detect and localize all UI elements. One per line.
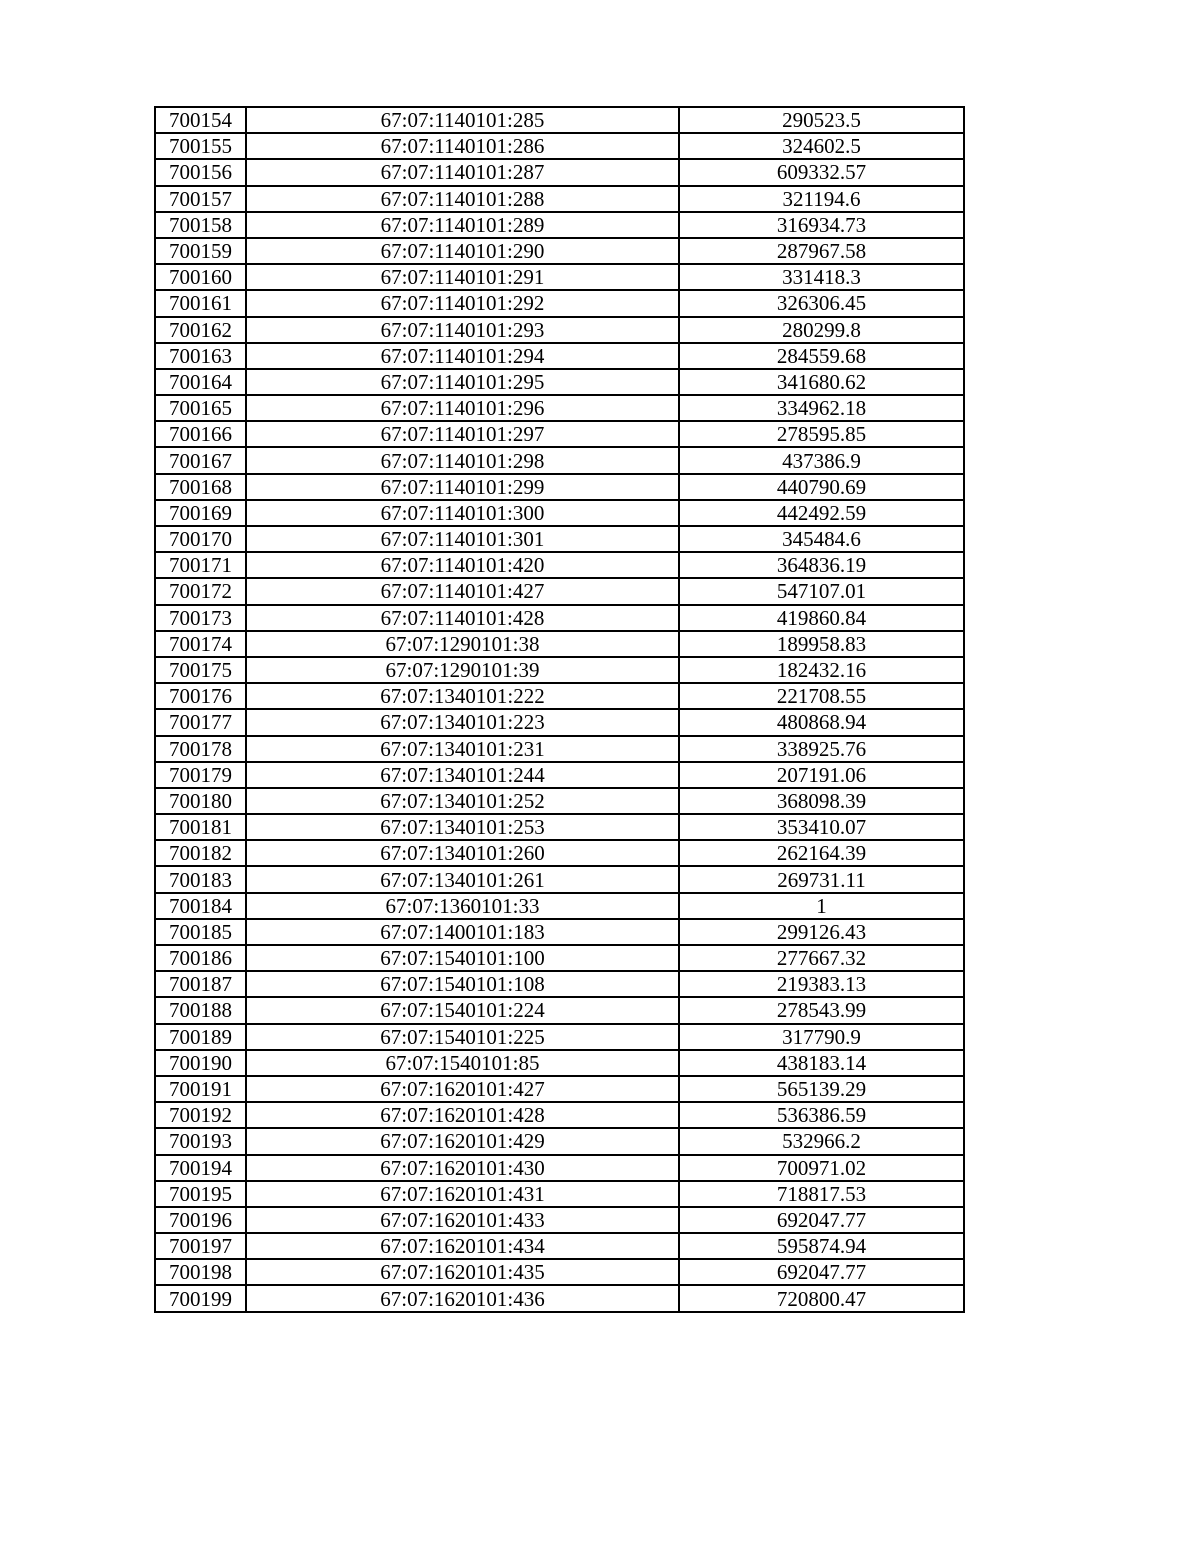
cadastral-value-cell: 189958.83	[679, 631, 964, 657]
cadastral-number-cell: 67:07:1140101:289	[246, 212, 679, 238]
table-row	[155, 212, 964, 238]
table-row	[155, 736, 964, 762]
row-number-cell: 700166	[155, 421, 246, 447]
cadastral-number-cell: 67:07:1140101:298	[246, 447, 679, 473]
row-number-cell: 700192	[155, 1102, 246, 1128]
cadastral-number-cell: 67:07:1140101:296	[246, 395, 679, 421]
cadastral-value-cell: 364836.19	[679, 552, 964, 578]
table-row	[155, 238, 964, 264]
cadastral-value-cell: 547107.01	[679, 578, 964, 604]
cadastral-number-cell: 67:07:1140101:294	[246, 343, 679, 369]
table-row	[155, 997, 964, 1023]
cadastral-value-cell: 609332.57	[679, 159, 964, 185]
cadastral-value-cell: 440790.69	[679, 474, 964, 500]
table-row	[155, 866, 964, 892]
cadastral-value-cell: 334962.18	[679, 395, 964, 421]
row-number-cell: 700187	[155, 971, 246, 997]
row-number-cell: 700161	[155, 290, 246, 316]
row-number-cell: 700168	[155, 474, 246, 500]
row-number-cell: 700175	[155, 657, 246, 683]
row-number-cell: 700181	[155, 814, 246, 840]
cadastral-value-cell: 324602.5	[679, 133, 964, 159]
table-row	[155, 709, 964, 735]
cadastral-number-cell: 67:07:1540101:85	[246, 1050, 679, 1076]
row-number-cell: 700185	[155, 919, 246, 945]
table-row	[155, 840, 964, 866]
table-row	[155, 578, 964, 604]
cadastral-value-cell: 419860.84	[679, 605, 964, 631]
row-number-cell: 700195	[155, 1181, 246, 1207]
row-number-cell: 700188	[155, 997, 246, 1023]
cadastral-number-cell: 67:07:1400101:183	[246, 919, 679, 945]
cadastral-number-cell: 67:07:1140101:428	[246, 605, 679, 631]
cadastral-value-cell: 278543.99	[679, 997, 964, 1023]
table-row	[155, 159, 964, 185]
cadastral-number-cell: 67:07:1290101:38	[246, 631, 679, 657]
row-number-cell: 700182	[155, 840, 246, 866]
table-row	[155, 133, 964, 159]
table-row	[155, 971, 964, 997]
cadastral-value-cell: 290523.5	[679, 107, 964, 133]
row-number-cell: 700199	[155, 1285, 246, 1311]
cadastral-value-cell: 299126.43	[679, 919, 964, 945]
cadastral-number-cell: 67:07:1340101:223	[246, 709, 679, 735]
row-number-cell: 700169	[155, 500, 246, 526]
cadastral-value-cell: 277667.32	[679, 945, 964, 971]
table-row	[155, 290, 964, 316]
table-row	[155, 1181, 964, 1207]
table-row	[155, 1207, 964, 1233]
cadastral-number-cell: 67:07:1140101:288	[246, 186, 679, 212]
cadastral-value-cell: 207191.06	[679, 762, 964, 788]
row-number-cell: 700186	[155, 945, 246, 971]
table-row	[155, 317, 964, 343]
table-row	[155, 1259, 964, 1285]
cadastral-number-cell: 67:07:1540101:108	[246, 971, 679, 997]
table-row	[155, 945, 964, 971]
row-number-cell: 700163	[155, 343, 246, 369]
cadastral-number-cell: 67:07:1360101:33	[246, 893, 679, 919]
row-number-cell: 700158	[155, 212, 246, 238]
cadastral-number-cell: 67:07:1540101:225	[246, 1024, 679, 1050]
row-number-cell: 700155	[155, 133, 246, 159]
cadastral-value-cell: 221708.55	[679, 683, 964, 709]
cadastral-value-cell: 1	[679, 893, 964, 919]
table-row	[155, 264, 964, 290]
cadastral-value-cell: 331418.3	[679, 264, 964, 290]
cadastral-number-cell: 67:07:1620101:433	[246, 1207, 679, 1233]
cadastral-number-cell: 67:07:1140101:293	[246, 317, 679, 343]
cadastral-value-cell: 284559.68	[679, 343, 964, 369]
table-row	[155, 788, 964, 814]
table-row	[155, 395, 964, 421]
cadastral-number-cell: 67:07:1620101:435	[246, 1259, 679, 1285]
cadastral-number-cell: 67:07:1140101:297	[246, 421, 679, 447]
cadastral-value-cell: 718817.53	[679, 1181, 964, 1207]
table-row	[155, 1050, 964, 1076]
table-row	[155, 186, 964, 212]
table-row	[155, 343, 964, 369]
table-row	[155, 683, 964, 709]
row-number-cell: 700197	[155, 1233, 246, 1259]
cadastral-value-cell: 692047.77	[679, 1207, 964, 1233]
row-number-cell: 700156	[155, 159, 246, 185]
cadastral-number-cell: 67:07:1140101:292	[246, 290, 679, 316]
row-number-cell: 700167	[155, 447, 246, 473]
cadastral-value-cell: 317790.9	[679, 1024, 964, 1050]
table-row	[155, 1102, 964, 1128]
row-number-cell: 700179	[155, 762, 246, 788]
cadastral-number-cell: 67:07:1140101:295	[246, 369, 679, 395]
cadastral-number-cell: 67:07:1140101:427	[246, 578, 679, 604]
cadastral-value-cell: 278595.85	[679, 421, 964, 447]
cadastral-value-cell: 341680.62	[679, 369, 964, 395]
cadastral-value-cell: 182432.16	[679, 657, 964, 683]
row-number-cell: 700154	[155, 107, 246, 133]
table-row	[155, 369, 964, 395]
cadastral-value-cell: 692047.77	[679, 1259, 964, 1285]
row-number-cell: 700176	[155, 683, 246, 709]
cadastral-number-cell: 67:07:1540101:224	[246, 997, 679, 1023]
cadastral-number-cell: 67:07:1340101:244	[246, 762, 679, 788]
row-number-cell: 700159	[155, 238, 246, 264]
cadastral-value-cell: 595874.94	[679, 1233, 964, 1259]
row-number-cell: 700193	[155, 1128, 246, 1154]
row-number-cell: 700198	[155, 1259, 246, 1285]
cadastral-value-cell: 287967.58	[679, 238, 964, 264]
row-number-cell: 700165	[155, 395, 246, 421]
cadastral-number-cell: 67:07:1620101:436	[246, 1285, 679, 1311]
cadastral-number-cell: 67:07:1340101:261	[246, 866, 679, 892]
cadastral-value-cell: 720800.47	[679, 1285, 964, 1311]
cadastral-number-cell: 67:07:1140101:420	[246, 552, 679, 578]
table-row	[155, 657, 964, 683]
table-row	[155, 1233, 964, 1259]
table-row	[155, 919, 964, 945]
table-row	[155, 421, 964, 447]
cadastral-number-cell: 67:07:1540101:100	[246, 945, 679, 971]
cadastral-number-cell: 67:07:1620101:430	[246, 1155, 679, 1181]
cadastral-value-cell: 438183.14	[679, 1050, 964, 1076]
cadastral-number-cell: 67:07:1340101:260	[246, 840, 679, 866]
cadastral-number-cell: 67:07:1340101:231	[246, 736, 679, 762]
row-number-cell: 700173	[155, 605, 246, 631]
table-row	[155, 447, 964, 473]
table-row	[155, 474, 964, 500]
row-number-cell: 700178	[155, 736, 246, 762]
cadastral-number-cell: 67:07:1140101:285	[246, 107, 679, 133]
cadastral-number-cell: 67:07:1140101:301	[246, 526, 679, 552]
cadastral-number-cell: 67:07:1620101:431	[246, 1181, 679, 1207]
cadastral-value-cell: 338925.76	[679, 736, 964, 762]
table-row	[155, 526, 964, 552]
cadastral-value-cell: 219383.13	[679, 971, 964, 997]
row-number-cell: 700184	[155, 893, 246, 919]
row-number-cell: 700183	[155, 866, 246, 892]
table-body	[155, 107, 964, 1312]
cadastral-number-cell: 67:07:1140101:286	[246, 133, 679, 159]
cadastral-value-cell: 437386.9	[679, 447, 964, 473]
row-number-cell: 700189	[155, 1024, 246, 1050]
cadastral-number-cell: 67:07:1340101:222	[246, 683, 679, 709]
table-row	[155, 631, 964, 657]
cadastral-number-cell: 67:07:1340101:253	[246, 814, 679, 840]
cadastral-value-cell: 536386.59	[679, 1102, 964, 1128]
table-row	[155, 552, 964, 578]
row-number-cell: 700162	[155, 317, 246, 343]
cadastral-number-cell: 67:07:1620101:428	[246, 1102, 679, 1128]
table-row	[155, 605, 964, 631]
cadastral-number-cell: 67:07:1140101:299	[246, 474, 679, 500]
row-number-cell: 700191	[155, 1076, 246, 1102]
cadastral-value-cell: 353410.07	[679, 814, 964, 840]
row-number-cell: 700180	[155, 788, 246, 814]
row-number-cell: 700170	[155, 526, 246, 552]
cadastral-number-cell: 67:07:1620101:434	[246, 1233, 679, 1259]
row-number-cell: 700172	[155, 578, 246, 604]
table-row	[155, 893, 964, 919]
row-number-cell: 700164	[155, 369, 246, 395]
cadastral-value-cell: 442492.59	[679, 500, 964, 526]
table-row	[155, 1285, 964, 1311]
cadastral-value-cell: 700971.02	[679, 1155, 964, 1181]
cadastral-value-cell: 326306.45	[679, 290, 964, 316]
row-number-cell: 700177	[155, 709, 246, 735]
row-number-cell: 700174	[155, 631, 246, 657]
row-number-cell: 700171	[155, 552, 246, 578]
table-row	[155, 762, 964, 788]
cadastral-number-cell: 67:07:1340101:252	[246, 788, 679, 814]
row-number-cell: 700196	[155, 1207, 246, 1233]
cadastral-value-cell: 345484.6	[679, 526, 964, 552]
row-number-cell: 700160	[155, 264, 246, 290]
cadastral-number-cell: 67:07:1140101:287	[246, 159, 679, 185]
cadastral-number-cell: 67:07:1290101:39	[246, 657, 679, 683]
cadastral-value-cell: 368098.39	[679, 788, 964, 814]
cadastral-value-cell: 280299.8	[679, 317, 964, 343]
cadastral-number-cell: 67:07:1140101:300	[246, 500, 679, 526]
table-row	[155, 107, 964, 133]
cadastral-value-cell: 321194.6	[679, 186, 964, 212]
table-row	[155, 814, 964, 840]
row-number-cell: 700194	[155, 1155, 246, 1181]
cadastral-number-cell: 67:07:1140101:290	[246, 238, 679, 264]
cadastral-value-cell: 532966.2	[679, 1128, 964, 1154]
table-row	[155, 1076, 964, 1102]
cadastral-value-cell: 269731.11	[679, 866, 964, 892]
table-row	[155, 1024, 964, 1050]
cadastral-value-cell: 262164.39	[679, 840, 964, 866]
table-row	[155, 500, 964, 526]
cadastral-number-cell: 67:07:1140101:291	[246, 264, 679, 290]
row-number-cell: 700190	[155, 1050, 246, 1076]
table-row	[155, 1155, 964, 1181]
cadastral-value-table	[154, 106, 965, 1313]
cadastral-number-cell: 67:07:1620101:427	[246, 1076, 679, 1102]
cadastral-value-cell: 565139.29	[679, 1076, 964, 1102]
cadastral-number-cell: 67:07:1620101:429	[246, 1128, 679, 1154]
cadastral-value-cell: 480868.94	[679, 709, 964, 735]
row-number-cell: 700157	[155, 186, 246, 212]
table-row	[155, 1128, 964, 1154]
cadastral-value-cell: 316934.73	[679, 212, 964, 238]
